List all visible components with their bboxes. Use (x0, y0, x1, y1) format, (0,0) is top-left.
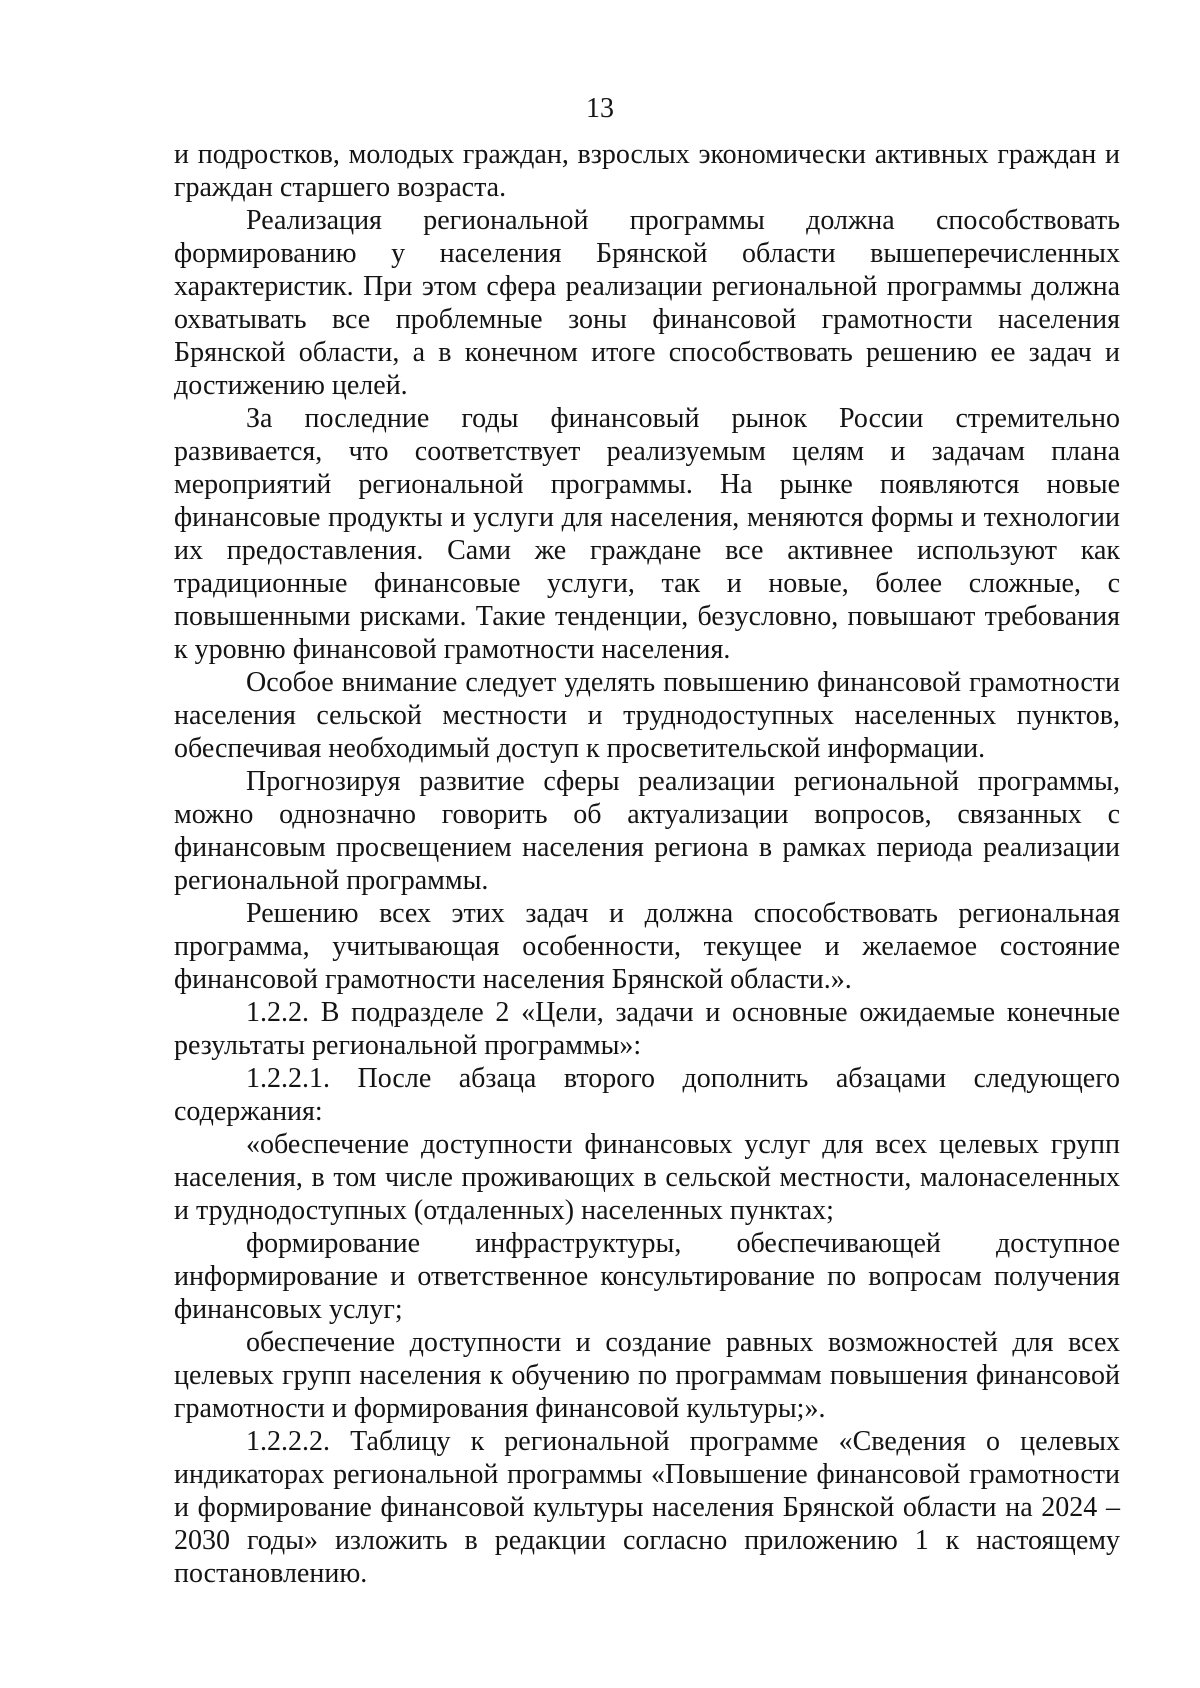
paragraph-tasks-solution: Решению всех этих задач и должна способствовать региональная программа, учитывающая особенности, текущее и желаемое состояние финансовой грамотности населения Брянской области.». (174, 898, 1120, 995)
document-body (174, 138, 1120, 1590)
paragraph-section-1-2-2-2: 1.2.2.2. Таблицу к региональной программе «Сведения о целевых индикаторах региональной программы «Повышение финансовой грамотности и формирование финансовой культуры населения Брянской области на 2024 – 2030 годы» изложить в редакции согласно приложению 1 к настоящему постановлению. (174, 1426, 1120, 1589)
paragraph-financial-market: За последние годы финансовый рынок России стремительно развивается, что соответствует реализуемым целям и задачам плана мероприятий региональной программы. На рынке появляются новые финансовые продукты и услуги для населения, меняются формы и технологии их предоставления. Сами же граждане все активнее используют как традиционные финансовые услуги, так и новые, более сложные, с повышенными рисками. Такие тенденции, безусловно, повышают требования к уровню финансовой грамотности населения. (174, 403, 1120, 665)
paragraph-section-1-2-2-1: 1.2.2.1. После абзаца второго дополнить абзацами следующего содержания: (174, 1063, 1120, 1127)
page-number: 13 (586, 93, 614, 124)
paragraph-rural-attention: Особое внимание следует уделять повышению финансовой грамотности населения сельской местности и труднодоступных населенных пунктов, обеспечивая необходимый доступ к просветительской информации. (174, 667, 1120, 764)
paragraph-forecast: Прогнозируя развитие сферы реализации региональной программы, можно однозначно говорить об актуализации вопросов, связанных с финансовым просвещением населения региона в рамках периода реализации региональной программы. (174, 766, 1120, 896)
paragraph-quote-equal-opportunities: обеспечение доступности и создание равных возможностей для всех целевых групп населения к обучению по программам повышения финансовой грамотности и формирования финансовой культуры;». (174, 1327, 1120, 1424)
paragraph-section-1-2-2: 1.2.2. В подразделе 2 «Цели, задачи и основные ожидаемые конечные результаты региональной программы»: (174, 997, 1120, 1061)
paragraph-continuation: и подростков, молодых граждан, взрослых экономически активных граждан и граждан старшего возраста. (174, 139, 1120, 203)
paragraph-program-implementation: Реализация региональной программы должна способствовать формированию у населения Брянской области вышеперечисленных характеристик. При этом сфера реализации региональной программы должна охватывать все проблемные зоны финансовой грамотности населения Брянской области, а в конечном итоге способствовать решению ее задач и достижению целей. (174, 205, 1120, 401)
paragraph-quote-infrastructure: формирование инфраструктуры, обеспечивающей доступное информирование и ответственное консультирование по вопросам получения финансовых услуг; (174, 1228, 1120, 1325)
paragraph-quote-accessibility: «обеспечение доступности финансовых услуг для всех целевых групп населения, в том числе проживающих в сельской местности, малонаселенных и труднодоступных (отдаленных) населенных пунктах; (174, 1129, 1120, 1226)
